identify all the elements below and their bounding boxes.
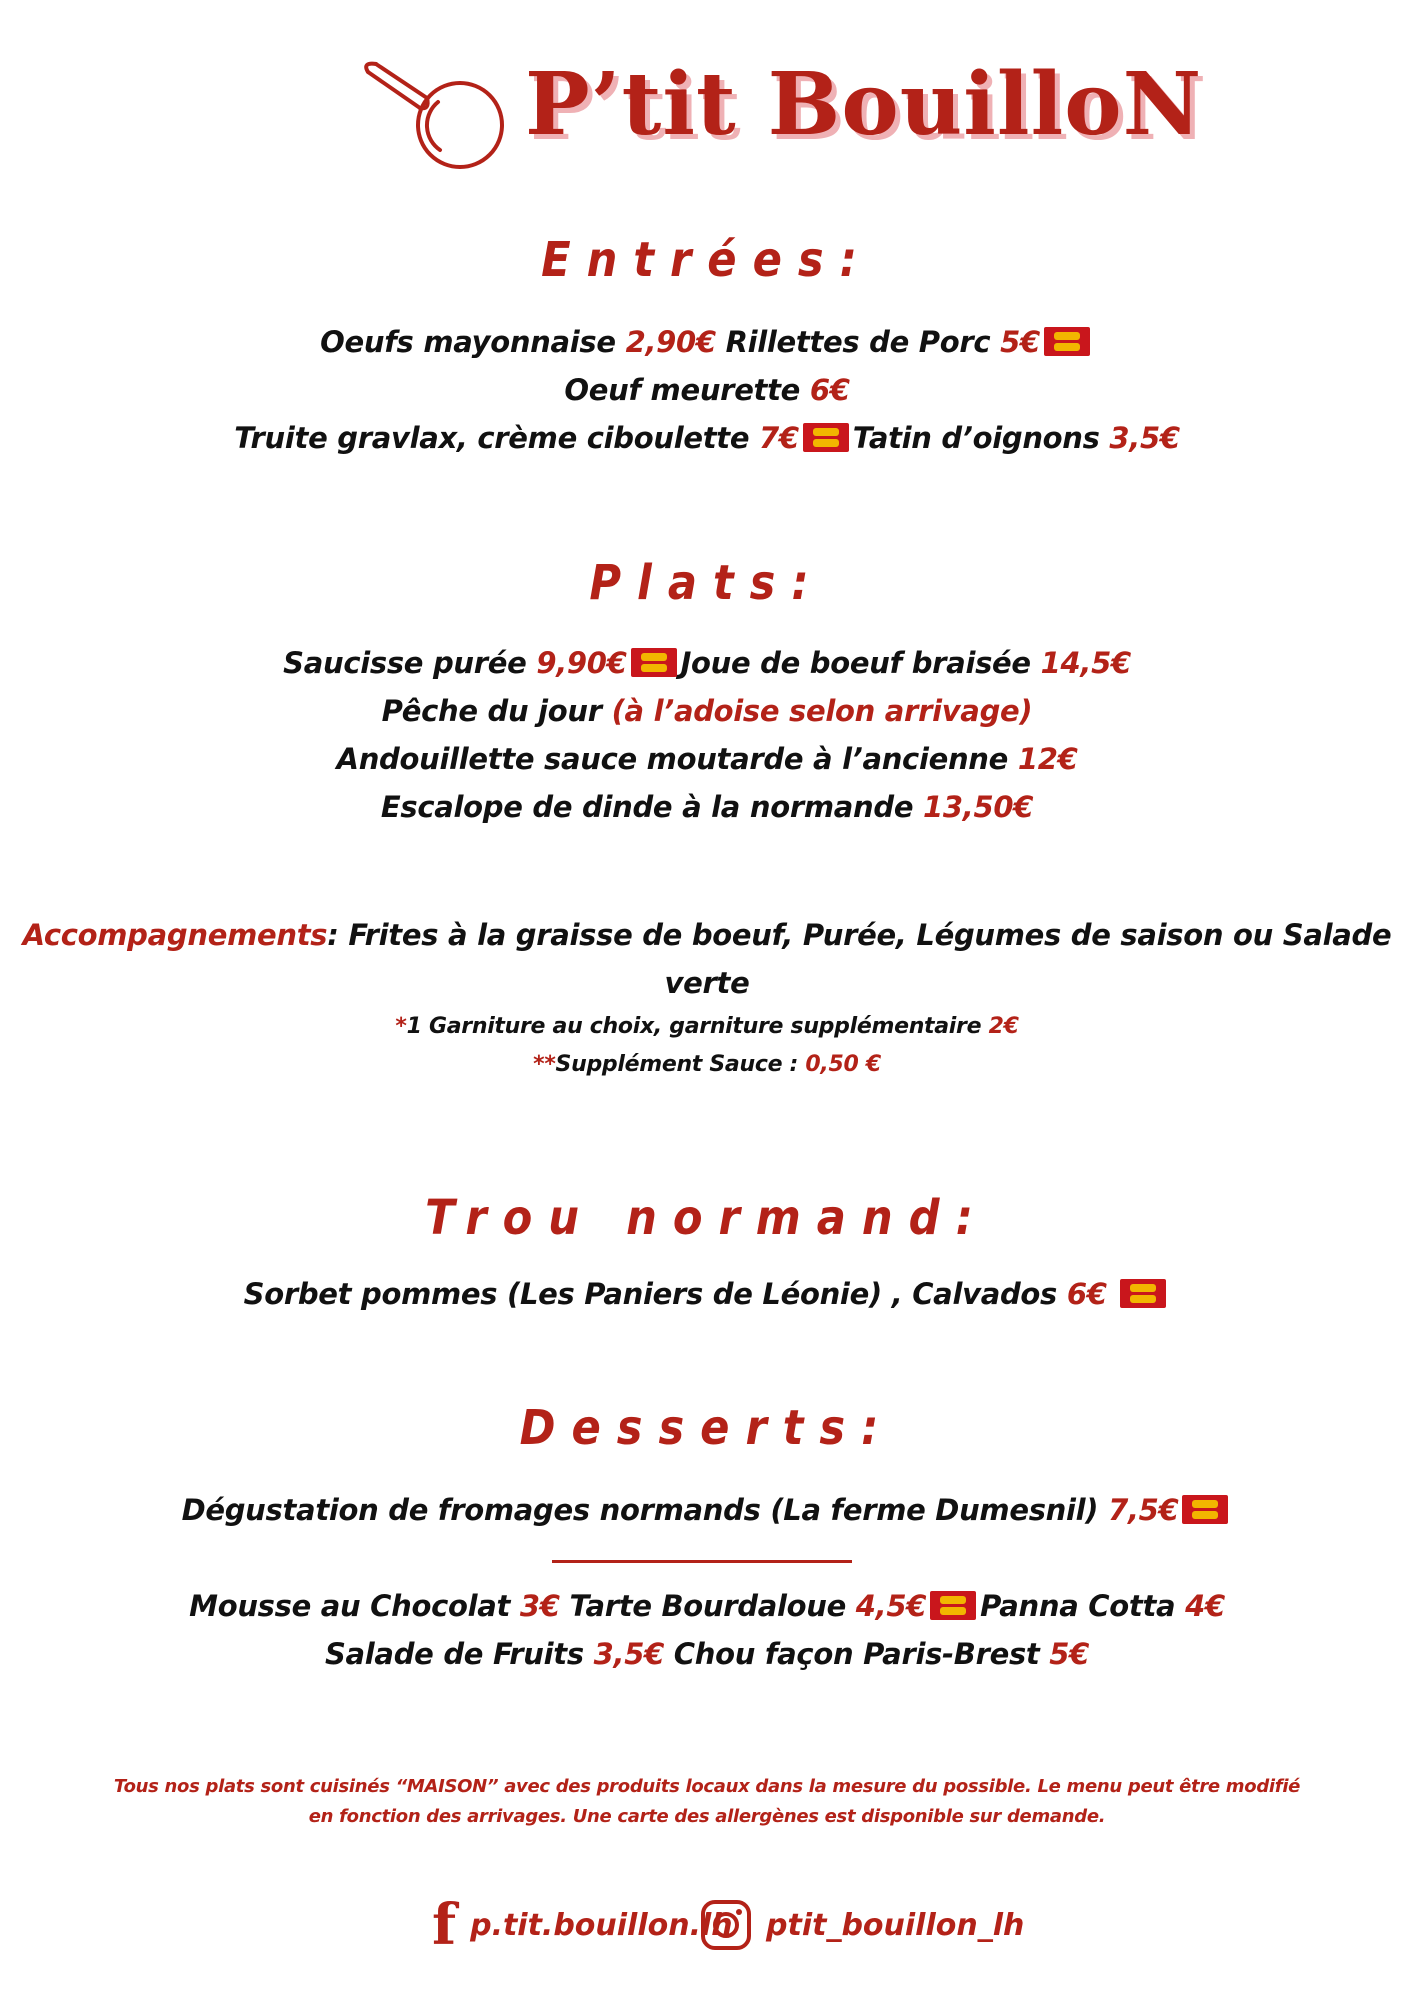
menu-line [0, 639, 1414, 687]
desserts-list-2 [0, 1582, 1414, 1678]
price-text: Accompagnements [22, 918, 328, 952]
item-text: Joue de boeuf braisée [680, 646, 1041, 680]
facebook-link[interactable] [432, 1892, 733, 1958]
price-text: 14,5€ [1040, 646, 1131, 680]
item-text: Panna Cotta [980, 1589, 1186, 1623]
price-text: 12€ [1017, 742, 1078, 776]
price-text: (à l’adoise selon arrivage) [611, 694, 1033, 728]
menu-line [0, 366, 1414, 414]
brand-logo [0, 40, 1414, 175]
price-text: 13,50€ [923, 790, 1034, 824]
item-text: Escalope de dinde à la normande [380, 790, 923, 824]
item-text: Truite gravlax, crème ciboulette [234, 421, 760, 455]
item-text: Dégustation de fromages normands (La ferme Dumesnil) [181, 1493, 1109, 1527]
trou-normand-list [0, 1270, 1414, 1318]
item-text: : Frites à la graisse de boeuf, Purée, Légumes de saison ou Salade [327, 918, 1392, 952]
facebook-icon: f [432, 1892, 457, 1958]
price-text: 2,90€ [625, 325, 716, 359]
instagram-handle: ptit_bouillon_lh [766, 1907, 1025, 1943]
normandy-flag-icon [930, 1591, 976, 1620]
desserts-heading: Desserts: [519, 1400, 895, 1456]
price-text: ** [533, 1052, 556, 1077]
price-text: 2€ [988, 1014, 1019, 1039]
price-text: 3,5€ [593, 1637, 664, 1671]
footer-note [0, 1772, 1414, 1832]
menu-line [0, 414, 1414, 462]
item-text: Pêche du jour [381, 694, 612, 728]
normandy-flag-icon [803, 423, 849, 452]
item-text: Oeufs mayonnaise [320, 325, 626, 359]
facebook-handle: p.tit.bouillon.lh [470, 1907, 733, 1943]
instagram-icon [700, 1899, 752, 1951]
price-text: 7,5€ [1108, 1493, 1179, 1527]
plats-list [0, 639, 1414, 831]
menu-line [0, 735, 1414, 783]
item-text: Tatin d’oignons [852, 421, 1110, 455]
menu-line [0, 318, 1414, 366]
trou-normand-heading: Trou normand: [425, 1190, 989, 1246]
item-text: Rillettes de Porc [715, 325, 1001, 359]
menu-line [0, 1582, 1414, 1630]
price-text: 4,5€ [855, 1589, 927, 1623]
price-text: 5€ [1049, 1637, 1090, 1671]
item-text: Oeuf meurette [564, 373, 810, 407]
normandy-flag-icon [1120, 1279, 1166, 1308]
price-text: 4€ [1185, 1589, 1225, 1623]
price-text: 3€ [519, 1589, 560, 1623]
item-text: Andouillette sauce moutarde à l’ancienne [336, 742, 1018, 776]
item-text: Supplément Sauce : [555, 1052, 806, 1077]
normandy-flag-icon [631, 648, 677, 677]
sauce-note [0, 1047, 1414, 1083]
footer-line: Tous nos plats sont cuisinés “MAISON” avec des produits locaux dans la mesure du possible. Le menu peut être modifié [113, 1776, 1301, 1797]
item-text: Saucisse purée [283, 646, 537, 680]
accompagnements-line [0, 959, 1414, 1007]
menu-line [0, 687, 1414, 735]
price-text: 7€ [759, 421, 799, 455]
menu-line [0, 783, 1414, 831]
desserts-list [0, 1486, 1414, 1534]
price-text: 3,5€ [1109, 421, 1180, 455]
item-text: 1 Garniture au choix, garniture supplémentaire [406, 1014, 989, 1039]
normandy-flag-icon [1182, 1495, 1228, 1524]
price-text: 5€ [1000, 325, 1040, 359]
price-text: 9,90€ [536, 646, 627, 680]
footer-line: en fonction des arrivages. Une carte des allergènes est disponible sur demande. [308, 1806, 1106, 1827]
garniture-note [0, 1007, 1414, 1047]
price-text: 6€ [809, 373, 850, 407]
menu-line [0, 1630, 1414, 1678]
price-text: * [395, 1014, 407, 1039]
price-text: 6€ [1066, 1277, 1117, 1311]
item-text: verte [664, 966, 750, 1000]
frying-pan-icon [360, 50, 510, 175]
item-text: Mousse au Chocolat [189, 1589, 520, 1623]
brand-name: P’tit BouilloN [525, 54, 1203, 155]
instagram-link[interactable] [700, 1895, 1024, 1955]
price-text: 0,50 € [805, 1052, 881, 1077]
entrees-list [0, 318, 1414, 462]
normandy-flag-icon [1044, 327, 1090, 356]
item-text: Salade de Fruits [324, 1637, 594, 1671]
item-text: Sorbet pommes (Les Paniers de Léonie) , Calvados [243, 1277, 1067, 1311]
section-divider [552, 1560, 852, 1563]
entrees-heading: Entrées: [541, 232, 873, 288]
menu-line [0, 1486, 1414, 1534]
menu-line [0, 1270, 1414, 1318]
item-text: Chou façon Paris-Brest [663, 1637, 1050, 1671]
plats-heading: Plats: [589, 555, 825, 611]
accompagnements-line [0, 911, 1414, 959]
item-text: Tarte Bourdaloue [559, 1589, 856, 1623]
accompagnements-section [0, 911, 1414, 1083]
